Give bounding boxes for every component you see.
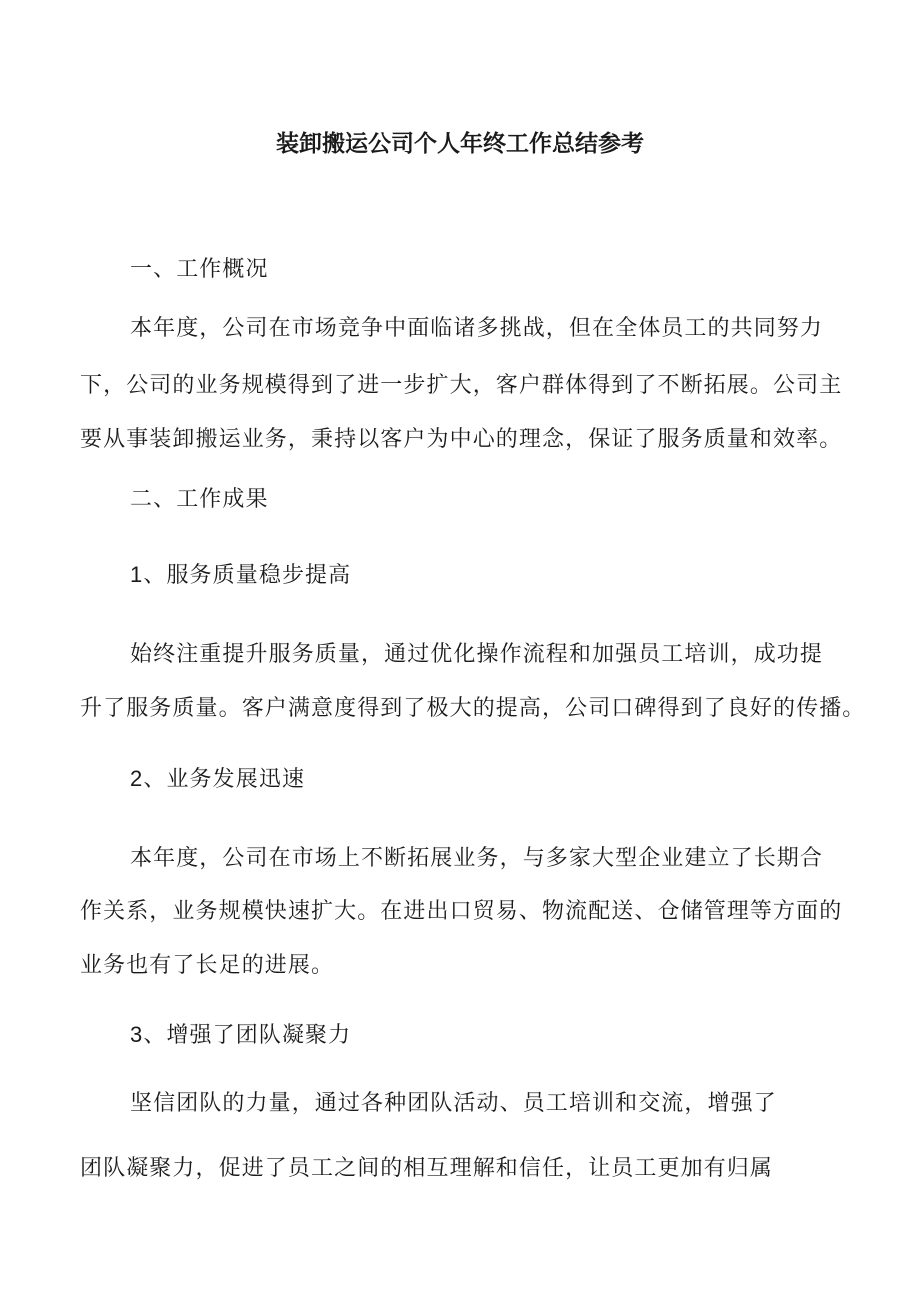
paragraph-line: 升了服务质量。客户满意度得到了极大的提高，公司口碑得到了良好的传播。 bbox=[80, 696, 866, 721]
subheading-text: 、业务发展迅速 bbox=[143, 767, 306, 792]
paragraph-line: 本年度，公司在市场上不断拓展业务，与多家大型企业建立了长期合 bbox=[130, 846, 824, 871]
subheading-number: 1 bbox=[130, 562, 144, 587]
paragraph-line: 业务也有了长足的进展。 bbox=[80, 953, 335, 978]
subheading-business-growth bbox=[130, 764, 305, 795]
paragraph-line: 团队凝聚力，促进了员工之间的相互理解和信任，让员工更加有归属 bbox=[80, 1156, 774, 1181]
section-heading-results: 二、工作成果 bbox=[130, 487, 269, 512]
paragraph-line: 本年度，公司在市场竞争中面临诸多挑战，但在全体员工的共同努力 bbox=[130, 316, 824, 341]
paragraph-line: 作关系，业务规模快速扩大。在进出口贸易、物流配送、仓储管理等方面的 bbox=[80, 899, 843, 924]
subheading-text: 、服务质量稳步提高 bbox=[143, 563, 352, 588]
paragraph-line: 坚信团队的力量，通过各种团队活动、员工培训和交流，增强了 bbox=[130, 1091, 777, 1116]
paragraph-line: 始终注重提升服务质量，通过优化操作流程和加强员工培训，成功提 bbox=[130, 642, 824, 667]
paragraph-line: 下，公司的业务规模得到了进一步扩大，客户群体得到了不断拓展。公司主 bbox=[80, 373, 843, 398]
subheading-team-cohesion bbox=[130, 1020, 351, 1051]
document-title: 装卸搬运公司个人年终工作总结参考 bbox=[276, 131, 644, 157]
paragraph-line: 要从事装卸搬运业务，秉持以客户为中心的理念，保证了服务质量和效率。 bbox=[80, 427, 843, 452]
subheading-number: 3 bbox=[130, 1022, 144, 1047]
section-heading-overview: 一、工作概况 bbox=[130, 257, 269, 282]
subheading-text: 、增强了团队凝聚力 bbox=[143, 1023, 352, 1048]
subheading-service-quality bbox=[130, 560, 351, 591]
subheading-number: 2 bbox=[130, 766, 144, 791]
